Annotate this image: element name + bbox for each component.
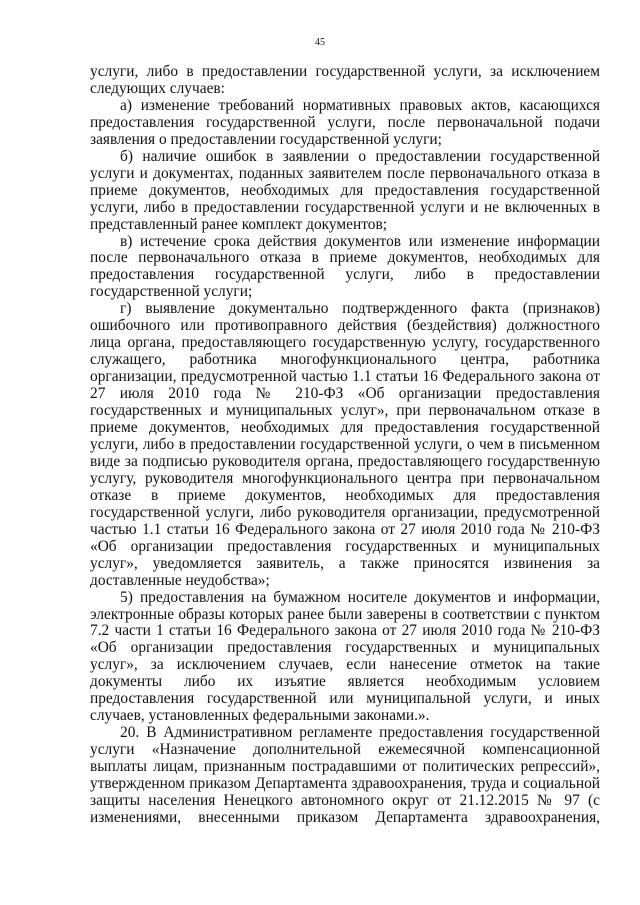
list-item-b: б) наличие ошибок в заявлении о предоставлении государственной услуги и документах, поданных заявителем после первоначального отказа в приеме документов, необходимых для предоставления государственной услуги, либо в предоставлении государственной услуги и не включенных в представленный ранее комплект документов; [90, 147, 600, 233]
page-number: 45 [315, 37, 325, 48]
list-item-v: в) истечение срока действия документов или изменение информации после первоначального отказа в приеме документов, необходимых для предоставления государственной услуги, либо в предоставлении государственной услуги; [90, 232, 600, 301]
paragraph-20: 20. В Административном регламенте предоставления государственной услуги «Назначение дополнительной ежемесячной компенсационной выплаты лицам, признанным пострадавшими от политических репрессий», утвержденном приказом Департамента здравоохранения, труда и социальной защиты населения Ненецкого автономного округ от 21.12.2015 № 97 (с изменениями, внесенными приказом Департамента здравоохранения, [90, 724, 600, 826]
document-body [90, 64, 600, 827]
list-item-5: 5) предоставления на бумажном носителе документов и информации, электронные образы которых ранее были заверены в соответствии с пунктом 7.2 части 1 статьи 16 Федерального закона от 27 июля 2010 года № 210-ФЗ «Об организации предоставления государственных и муниципальных услуг», за исключением случаев, если нанесение отметок на такие документы либо их изъятие является необходимым условием предоставления государственной или муниципальной услуги, и иных случаев, установленных федеральными законами.». [90, 588, 600, 725]
list-item-a: а) изменение требований нормативных правовых актов, касающихся предоставления государственной услуги, после первоначальной подачи заявления о предоставлении государственной услуги; [90, 96, 600, 148]
paragraph-continuation: услуги, либо в предоставлении государственной услуги, за исключением следующих случаев: [90, 63, 600, 97]
list-item-g: г) выявление документально подтвержденного факта (признаков) ошибочного или противоправного действия (бездействия) должностного лица органа, предоставляющего государственную услугу, государственного служащего, работника многофункционального центра, работника организации, предусмотренной частью 1.1 статьи 16 Федерального закона от 27 июля 2010 года № 210-ФЗ «Об организации предоставления государственных и муниципальных услуг», при первоначальном отказе в приеме документов, необходимых для предоставления государственной услуги, либо в предоставлении государственной услуги, о чем в письменном виде за подписью руководителя органа, предоставляющего государственную услугу, руководителя многофункционального центра при первоначальном отказе в приеме документов, необходимых для предоставления государственной услуги, либо руководителя организации, предусмотренной частью 1.1 статьи 16 Федерального закона от 27 июля 2010 года № 210-ФЗ «Об организации предоставления государственных и муниципальных услуг», уведомляется заявитель, а также приносятся извинения за доставленные неудобства»; [90, 300, 600, 589]
